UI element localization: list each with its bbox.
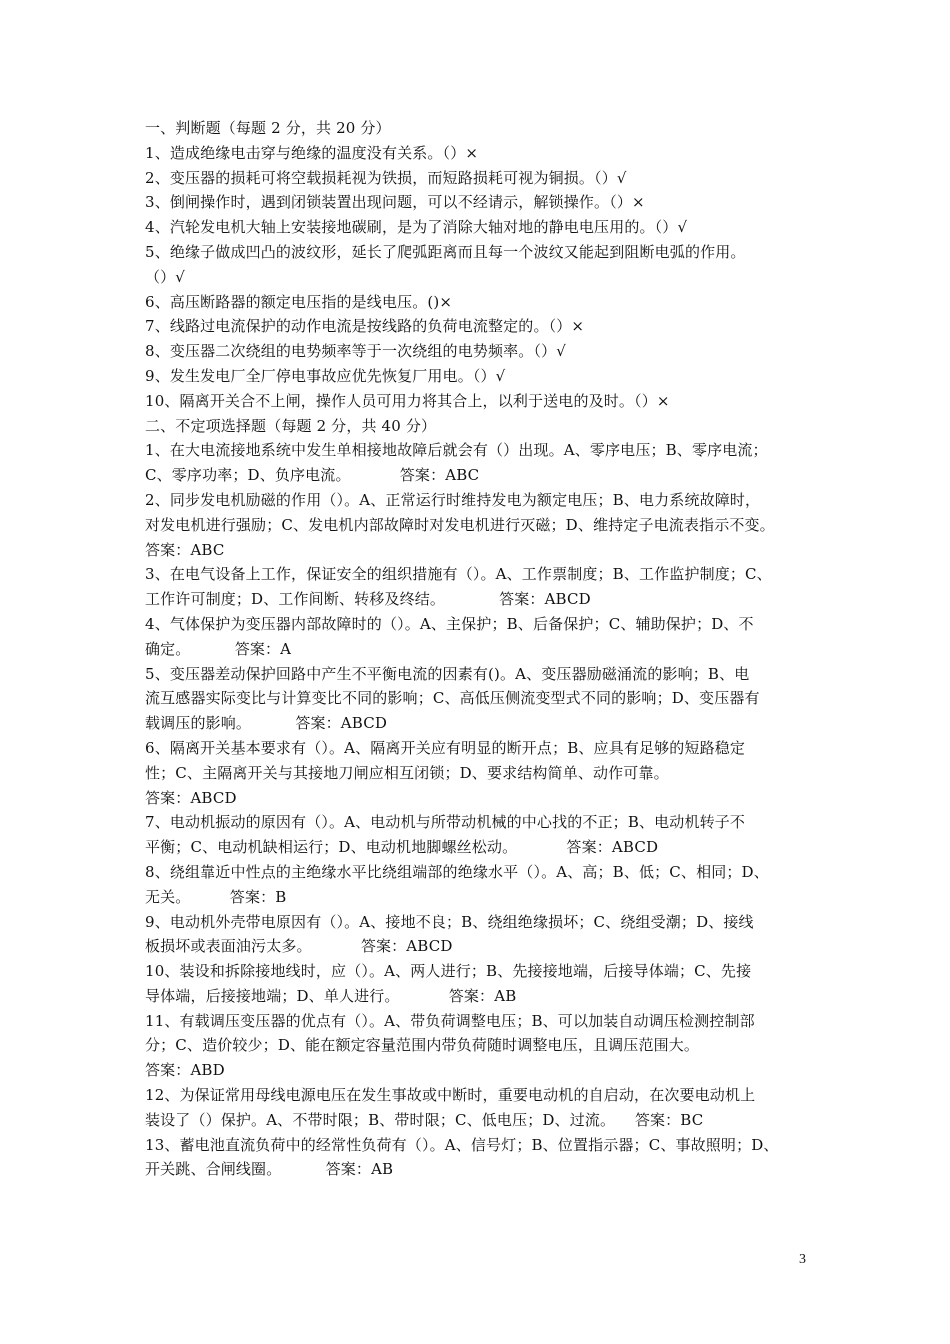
text-line: 5、变压器差动保护回路中产生不平衡电流的因素有()。A、变压器励磁涌流的影响；B、电 — [145, 664, 750, 683]
text-line: 7、电动机振动的原因有（）。A、电动机与所带动机械的中心找的不正；B、电动机转子不 — [145, 813, 746, 832]
text-line: 4、气体保护为变压器内部故障时的（）。A、主保护；B、后备保护；C、辅助保护；D、不 — [145, 614, 754, 633]
text-line: 开关跳、合闸线圈。 答案：AB — [145, 1160, 394, 1179]
text-line: 确定。 答案：A — [145, 639, 292, 658]
text-line: 平衡；C、电动机缺相运行；D、电动机地脚螺丝松动。 答案：ABCD — [145, 838, 659, 857]
text-line: 2、同步发电机励磁的作用（）。A、正常运行时维持发电为额定电压；B、电力系统故障时， — [145, 490, 761, 509]
text-line: 9、电动机外壳带电原因有（）。A、接地不良；B、绕组绝缘损坏；C、绕组受潮；D、接线 — [145, 912, 754, 931]
text-line: 装设了（）保护。A、不带时限；B、带时限；C、低电压；D、过流。 答案：BC — [145, 1110, 704, 1129]
text-line: 1、在大电流接地系统中发生单相接地故障后就会有（）出现。A、零序电压；B、零序电流； — [145, 441, 768, 460]
text-line: 载调压的影响。 答案：ABCD — [145, 714, 388, 733]
text-line: 工作许可制度；D、工作间断、转移及终结。 答案：ABCD — [145, 590, 591, 609]
text-line: 答案：ABCD — [145, 788, 237, 807]
text-line: 板损坏或表面油污太多。 答案：ABCD — [145, 937, 453, 956]
text-line: 流互感器实际变比与计算变比不同的影响；C、高低压侧流变型式不同的影响；D、变压器有 — [145, 689, 760, 708]
text-line: 答案：ABC — [145, 540, 225, 559]
text-line: 无关。 答案：B — [145, 887, 287, 906]
text-line: C、零序功率；D、负序电流。 答案：ABC — [145, 466, 480, 485]
text-line: 二、不定项选择题（每题 2 分，共 40 分） — [145, 416, 437, 435]
text-line: 对发电机进行强励；C、发电机内部故障时对发电机进行灭磁；D、维持定子电流表指示不变。 — [145, 515, 775, 534]
text-line: 2、变压器的损耗可将空载损耗视为铁损，而短路损耗可视为铜损。（）√ — [145, 168, 627, 187]
text-line: 8、绕组靠近中性点的主绝缘水平比绕组端部的绝缘水平（）。A、高；B、低；C、相同；D、 — [145, 862, 769, 881]
text-line: 3、在电气设备上工作，保证安全的组织措施有（）。A、工作票制度；B、工作监护制度；C、 — [145, 565, 772, 584]
text-line: 12、为保证常用母线电源电压在发生事故或中断时，重要电动机的自启动，在次要电动机上 — [145, 1086, 756, 1105]
text-line: 11、有载调压变压器的优点有（）。A、带负荷调整电压；B、可以加装自动调压检测控制部 — [145, 1011, 755, 1030]
document-body — [145, 116, 810, 1182]
text-line: 8、变压器二次绕组的电势频率等于一次绕组的电势频率。（）√ — [145, 342, 566, 361]
text-line: 3、倒闸操作时，遇到闭锁装置出现问题，可以不经请示，解锁操作。（）× — [145, 193, 645, 212]
text-line: 性；C、主隔离开关与其接地刀闸应相互闭锁；D、要求结构简单、动作可靠。 — [145, 763, 669, 782]
text-line: 5、绝缘子做成凹凸的波纹形，延长了爬弧距离而且每一个波纹又能起到阻断电弧的作用。 — [145, 242, 746, 261]
text-line: （）√ — [145, 267, 186, 286]
text-line: 10、装设和拆除接地线时，应（）。A、两人进行；B、先接接地端，后接导体端；C、先接 — [145, 962, 752, 981]
page-number: 3 — [799, 1252, 806, 1267]
text-line: 10、隔离开关合不上闸，操作人员可用力将其合上，以利于送电的及时。（）× — [145, 391, 670, 410]
text-line: 4、汽轮发电机大轴上安装接地碳刷，是为了消除大轴对地的静电电压用的。（）√ — [145, 218, 688, 237]
text-line: 6、高压断路器的额定电压指的是线电压。()× — [145, 292, 453, 311]
text-line: 1、造成绝缘电击穿与绝缘的温度没有关系。（）× — [145, 143, 479, 162]
text-line: 7、线路过电流保护的动作电流是按线路的负荷电流整定的。（）× — [145, 317, 585, 336]
text-line: 13、蓄电池直流负荷中的经常性负荷有（）。A、信号灯；B、位置指示器；C、事故照明；D、 — [145, 1135, 779, 1154]
text-line: 一、判断题（每题 2 分，共 20 分） — [145, 119, 391, 137]
text-line: 6、隔离开关基本要求有（）。A、隔离开关应有明显的断开点；B、应具有足够的短路稳定 — [145, 738, 746, 757]
text-line: 答案：ABD — [145, 1061, 225, 1080]
text-line: 分；C、造价较少；D、能在额定容量范围内带负荷随时调整电压，且调压范围大。 — [145, 1036, 700, 1055]
text-line: 导体端，后接接地端；D、单人进行。 答案：AB — [145, 986, 517, 1005]
text-line: 9、发生发电厂全厂停电事故应优先恢复厂用电。（）√ — [145, 366, 506, 385]
